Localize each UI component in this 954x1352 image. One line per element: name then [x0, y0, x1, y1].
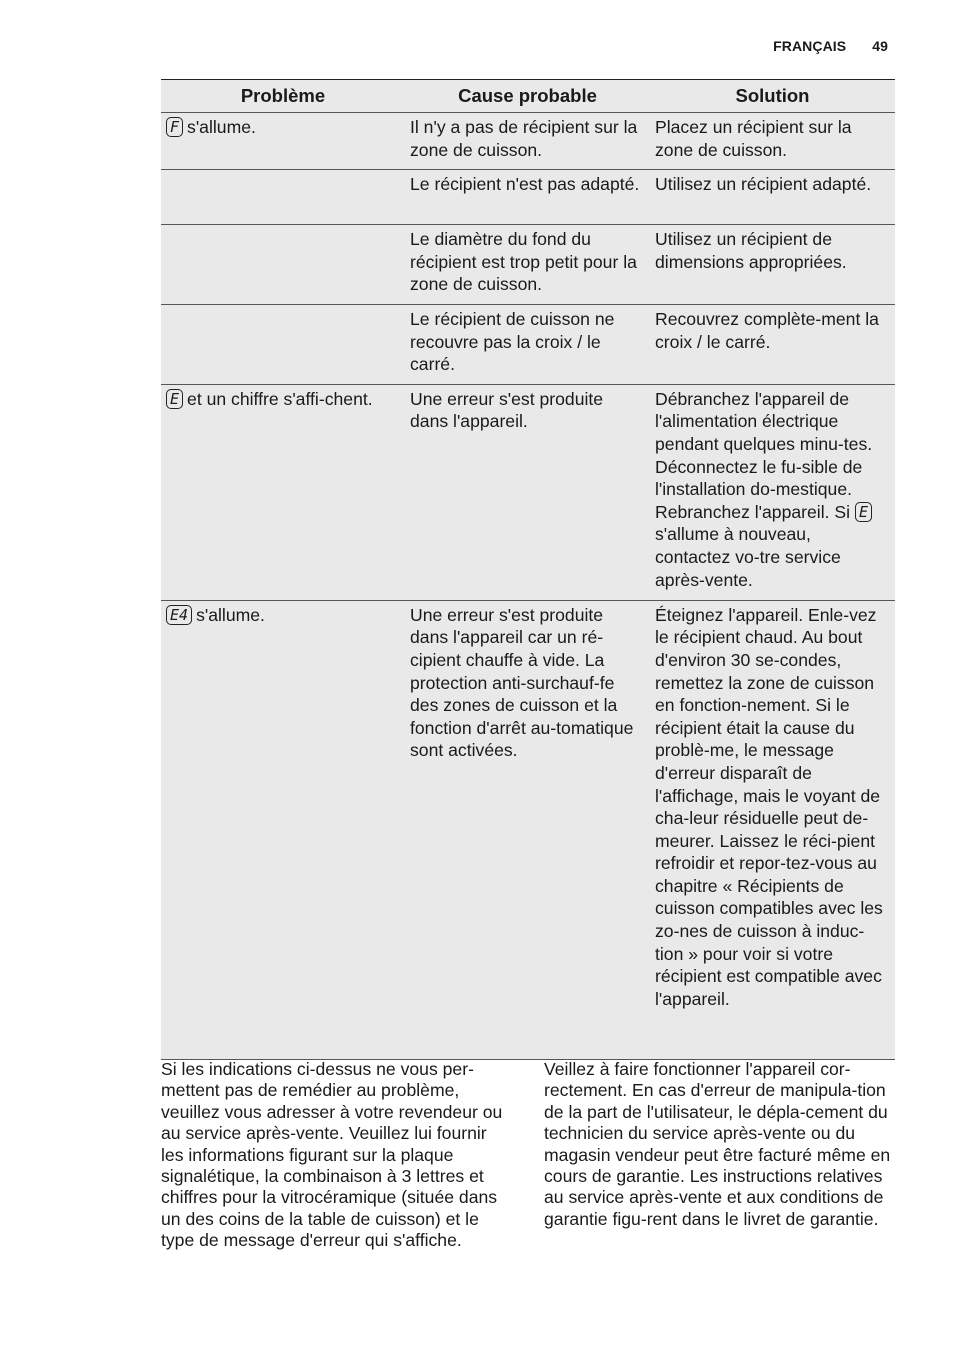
solution-cell: Utilisez un récipient adapté. [650, 170, 895, 225]
problem-text: s'allume. [187, 117, 256, 137]
display-code-icon: E [166, 389, 183, 409]
footer-paragraph-right: Veillez à faire fonctionner l'appareil cor-rectement. En cas d'erreur de manipula-tion de la part de l'utilisateur, le dépla-cement du technicien du service après-vente ou du magasin vendeur peut être facturé même en cours de garantie. Les instructions relatives au service après-vente et aux conditions de garantie figu-rent dans le livret de garantie. [544, 1059, 891, 1229]
cause-cell: Le récipient de cuisson ne recouvre pas la croix / le carré. [405, 304, 650, 384]
problem-text: et un chiffre s'affi-chent. [187, 388, 373, 409]
table-header-row [161, 80, 895, 113]
problem-cell [161, 384, 405, 600]
page-number: 49 [872, 38, 888, 54]
cause-cell: Une erreur s'est produite dans l'appareil car un ré-cipient chauffe à vide. La protection anti-surchauf-fe des zones de cuisson et la fonction d'arrêt au-tomatique sont activées. [405, 600, 650, 1059]
section-title: FRANÇAIS [773, 38, 847, 54]
table-row [161, 304, 895, 384]
problem-cell [161, 113, 405, 170]
problem-text: s'allume. [196, 604, 265, 625]
solution-text: Débranchez l'appareil de l'alimentation électrique pendant quelques minu-tes. Déconnectez le fu-sible de l'installation do-mestique. Rebranchez l'appareil. Si [655, 388, 873, 522]
cause-cell: Le diamètre du fond du récipient est trop petit pour la zone de cuisson. [405, 225, 650, 305]
table-row [161, 170, 895, 225]
problem-cell [161, 304, 405, 384]
problem-cell [161, 225, 405, 305]
cause-cell: Une erreur s'est produite dans l'appareil. [405, 384, 650, 600]
solution-cell: Utilisez un récipient de dimensions appropriées. [650, 225, 895, 305]
footer-paragraph-left: Si les indications ci-dessus ne vous per-mettent pas de remédier au problème, veuillez vous adresser à votre revendeur ou au service après-vente. Veuillez lui fournir les informations figurant sur la plaque signalétique, la combinaison à 3 lettres et chiffres pour la vitrocéramique (située dans un des coins de la table de cuisson) et le type de message d'erreur qui s'affiche. [161, 1059, 503, 1251]
display-code-icon: F [166, 117, 183, 137]
table-row [161, 113, 895, 170]
column-header-cause: Cause probable [405, 80, 650, 113]
problem-cell [161, 170, 405, 225]
cause-cell: Le récipient n'est pas adapté. [405, 170, 650, 225]
cause-cell: Il n'y a pas de récipient sur la zone de cuisson. [405, 113, 650, 170]
problem-cell [161, 600, 405, 1059]
page-header [773, 38, 888, 54]
column-header-problem: Problème [161, 80, 405, 113]
table-row [161, 384, 895, 600]
solution-cell [650, 384, 895, 600]
table-row [161, 600, 895, 1059]
display-code-icon: E4 [166, 605, 192, 625]
troubleshooting-table [161, 79, 895, 1060]
solution-cell: Recouvrez complète-ment la croix / le carré. [650, 304, 895, 384]
solution-text: s'allume à nouveau, contactez vo-tre service après-vente. [655, 524, 841, 590]
solution-cell: Éteignez l'appareil. Enle-vez le récipient chaud. Au bout d'environ 30 se-condes, remettez la zone de cuisson en fonction-nement. Si le récipient était la cause du problè-me, le message d'erreur disparaît de l'affichage, mais le voyant de cha-leur résiduelle peut de-meurer. Laissez le réci-pient refroidir et repor-tez-vous au chapitre « Récipients de cuisson compatibles avec les zo-nes de cuisson à induc-tion » pour voir si votre récipient est compatible avec l'appareil. [650, 600, 895, 1059]
column-header-solution: Solution [650, 80, 895, 113]
solution-cell: Placez un récipient sur la zone de cuisson. [650, 113, 895, 170]
display-code-icon: E [855, 502, 872, 522]
table-row [161, 225, 895, 305]
